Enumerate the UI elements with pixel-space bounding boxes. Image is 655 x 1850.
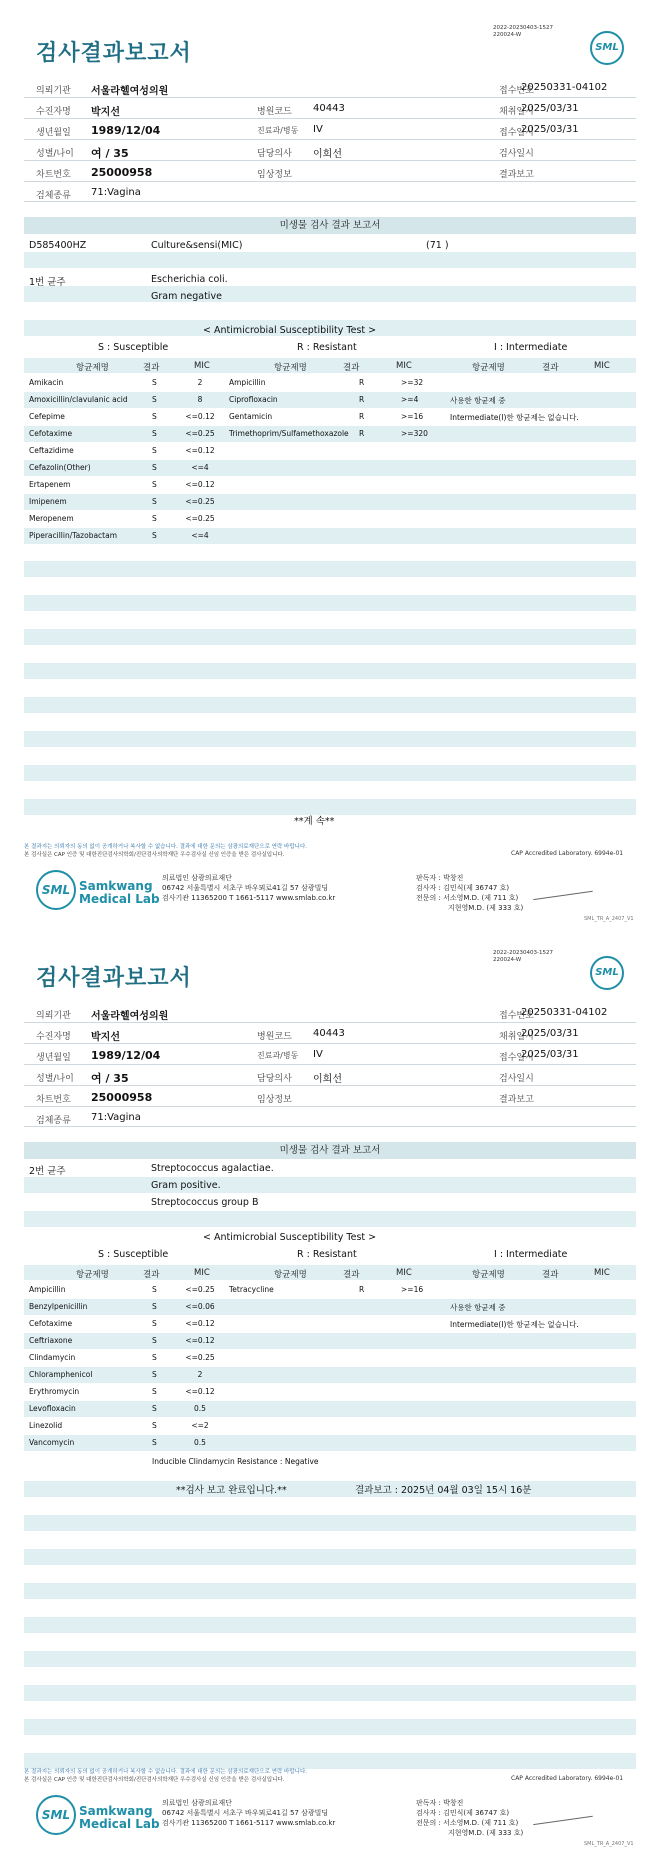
col-mic-1: MIC [194, 361, 210, 371]
chart-label: 차트번호 [36, 1095, 71, 1105]
client-value: 서울라헬여성의원 [91, 1011, 169, 1022]
birth-label: 생년월일 [36, 128, 71, 138]
brand-line-1: Samkwang [79, 879, 153, 893]
legend-resistant: R : Resistant [297, 342, 357, 353]
ast-drug-name: Cefepime [29, 412, 65, 421]
ast-mic: >=4 [401, 395, 419, 404]
addr-line-1: 의료법인 삼광의료재단 [162, 874, 232, 882]
legend-intermediate: I : Intermediate [494, 342, 568, 353]
handwritten-signature [531, 1802, 593, 1825]
ast-mic: 8 [197, 395, 203, 404]
ast-mic: <=0.12 [185, 1336, 215, 1345]
brand-name [79, 880, 160, 906]
receipt-no-label: 접수번호 [499, 1011, 534, 1021]
ast-result: S [152, 1336, 157, 1345]
col-mic-3: MIC [594, 1268, 610, 1278]
section-title: 미생물 검사 결과 보고서 [24, 217, 636, 234]
specimen-value: 71:Vagina [91, 187, 141, 198]
col-drug-1: 항균제명 [76, 1270, 109, 1280]
ast-drug-name: Ciprofloxacin [229, 395, 278, 404]
col-drug-1: 항균제명 [76, 363, 109, 373]
ast-result: R [359, 429, 365, 438]
doc-code: 220024-W [493, 32, 522, 38]
ast-drug-name: Cefotaxime [29, 1319, 73, 1328]
doc-no: 2022-20230403-1527 [493, 25, 553, 31]
brand-name [79, 1805, 160, 1831]
col-mic-2: MIC [396, 1268, 412, 1278]
ast-mic: <=0.25 [185, 1285, 215, 1294]
ast-mic: <=0.12 [185, 412, 215, 421]
isolate-label: 1번 균주 [29, 277, 66, 288]
chart-value: 25000958 [91, 1091, 153, 1104]
ast-result: S [152, 1438, 157, 1447]
doctor-label: 담당의사 [257, 149, 292, 159]
col-result-1: 결과 [143, 363, 160, 373]
ast-drug-name: Linezolid [29, 1421, 63, 1430]
ast-drug-name: Amikacin [29, 378, 64, 387]
signatures [416, 873, 523, 913]
sign-line-3: 전문의 : 서소영M.D. (제 711 호) [416, 1819, 519, 1827]
ast-drug-name: Imipenem [29, 497, 67, 506]
ast-drug-name: Vancomycin [29, 1438, 75, 1447]
collect-date-value: 2025/03/31 [521, 1028, 579, 1039]
ast-mic: <=0.12 [185, 1319, 215, 1328]
ast-drug-name: Cefotaxime [29, 429, 73, 438]
footer-notice-1: 본 결과지는 의뢰자의 동의 없이 공개하거나 복사할 수 없습니다. 결과에 대한 문의는 삼광의료재단으로 연락 바랍니다. [24, 844, 308, 850]
sign-line-1: 판독자 : 박창진 [416, 874, 464, 882]
page-title: 검사결과보고서 [36, 41, 192, 66]
organism: Streptococcus agalactiae. [151, 1163, 274, 1174]
addr-line-3: 검사기관 11365200 T 1661-5117 www.smlab.co.kr [162, 1819, 336, 1827]
ast-result: R [359, 395, 365, 404]
doctor-value: 이희선 [313, 1074, 342, 1085]
birth-value: 1989/12/04 [91, 124, 161, 137]
sml-logo-icon: SML [590, 31, 624, 65]
ast-mic: >=16 [401, 1285, 424, 1294]
footer-notice-2: 본 검사실은 CAP 인증 및 대한진단검사의학회/진단검사의학재단 우수검사실 신임 인증을 받은 검사실입니다. [24, 852, 285, 858]
ast-drug-name: Piperacillin/Tazobactam [29, 531, 118, 540]
ast-mic: <=0.06 [185, 1302, 215, 1311]
ast-result: S [152, 378, 157, 387]
handwritten-signature [531, 877, 593, 900]
birth-value: 1989/12/04 [91, 1049, 161, 1062]
continue-text: **계 속** [294, 816, 335, 827]
legend-resistant: R : Resistant [297, 1249, 357, 1260]
brand-line-2: Medical Lab [79, 1817, 160, 1831]
organism: Escherichia coli. [151, 274, 228, 285]
doc-number [493, 950, 553, 964]
signatures [416, 1798, 523, 1838]
client-value: 서울라헬여성의원 [91, 86, 169, 97]
ast-mic: >=16 [401, 412, 424, 421]
intermediate-note-2: Intermediate(I)한 항균제는 없습니다. [450, 413, 579, 422]
addr-line-1: 의료법인 삼광의료재단 [162, 1799, 232, 1807]
specimen-label: 검체종류 [36, 1116, 71, 1126]
sex-age-value: 여 / 35 [91, 147, 129, 160]
collect-date-label: 채취일시 [499, 107, 534, 117]
addr-line-3: 검사기관 11365200 T 1661-5117 www.smlab.co.kr [162, 894, 336, 902]
hosp-code-value: 40443 [313, 1028, 345, 1039]
ast-mic: <=4 [191, 531, 209, 540]
hosp-code-label: 병원코드 [257, 107, 292, 117]
sign-line-2: 검사자 : 김민식(제 36747 호) [416, 1809, 510, 1817]
intermediate-note-1: 사용한 항균제 중 [450, 1303, 506, 1312]
ast-drug-name: Trimethoprim/Sulfamethoxazole [229, 429, 349, 438]
ast-mic: <=0.12 [185, 480, 215, 489]
ast-drug-name: Gentamicin [229, 412, 273, 421]
ast-mic: <=0.12 [185, 1387, 215, 1396]
report-label: 결과보고 [499, 1095, 534, 1105]
ast-result: S [152, 1421, 157, 1430]
intermediate-note-1: 사용한 항균제 중 [450, 396, 506, 405]
col-result-2: 결과 [343, 363, 360, 373]
collect-date-value: 2025/03/31 [521, 103, 579, 114]
hosp-code-label: 병원코드 [257, 1032, 292, 1042]
ast-title: < Antimicrobial Susceptibility Test > [203, 325, 377, 336]
ast-title: < Antimicrobial Susceptibility Test > [203, 1232, 377, 1243]
ast-result: S [152, 395, 157, 404]
ast-mic: <=0.25 [185, 429, 215, 438]
ast-drug-name: Ampicillin [229, 378, 266, 387]
sign-line-4: 지현영M.D. (제 333 호) [448, 904, 524, 912]
sign-line-3: 전문의 : 서소영M.D. (제 711 호) [416, 894, 519, 902]
doc-no: 2022-20230403-1527 [493, 950, 553, 956]
ast-drug-name: Ceftriaxone [29, 1336, 73, 1345]
ast-result: S [152, 463, 157, 472]
form-version: SML_TR_A_2407_V1 [584, 916, 634, 922]
lab-address [162, 1798, 335, 1828]
ast-mic: <=0.25 [185, 1353, 215, 1362]
form-version: SML_TR_A_2407_V1 [584, 1841, 634, 1847]
col-drug-3: 항균제명 [472, 363, 505, 373]
col-mic-1: MIC [194, 1268, 210, 1278]
cap-accreditation: CAP Accredited Laboratory. 6994e-01 [511, 1775, 624, 1782]
ast-result: S [152, 497, 157, 506]
intermediate-note-2: Intermediate(I)한 항균제는 없습니다. [450, 1320, 579, 1329]
ast-mic: <=0.12 [185, 446, 215, 455]
ast-result: S [152, 1302, 157, 1311]
ast-result: S [152, 1353, 157, 1362]
ast-drug-name: Benzylpenicillin [29, 1302, 88, 1311]
ast-result: S [152, 531, 157, 540]
ast-drug-name: Ceftazidime [29, 446, 74, 455]
ast-mic: 2 [197, 1370, 203, 1379]
ast-drug-name: Erythromycin [29, 1387, 80, 1396]
cap-accreditation: CAP Accredited Laboratory. 6994e-01 [511, 850, 624, 857]
col-drug-3: 항균제명 [472, 1270, 505, 1280]
sml-footer-logo-icon: SML [36, 870, 76, 910]
receive-date-value: 2025/03/31 [521, 124, 579, 135]
sign-line-1: 판독자 : 박창진 [416, 1799, 464, 1807]
ast-mic: 0.5 [194, 1404, 206, 1413]
receipt-no-value: 20250331-04102 [521, 82, 608, 93]
ast-mic: <=0.25 [185, 497, 215, 506]
ast-mic: >=32 [401, 378, 424, 387]
col-mic-3: MIC [594, 361, 610, 371]
sign-line-2: 검사자 : 김민식(제 36747 호) [416, 884, 510, 892]
legend-susceptible: S : Susceptible [98, 1249, 169, 1260]
addr-line-2: 06742 서울특별시 서초구 바우뫼로41길 57 삼광빌딩 [162, 1809, 329, 1817]
receive-date-label: 접수일시 [499, 128, 534, 138]
receive-date-value: 2025/03/31 [521, 1049, 579, 1060]
ast-result: R [359, 378, 365, 387]
col-result-1: 결과 [143, 1270, 160, 1280]
test-name: Culture&sensi(MIC) [151, 240, 243, 251]
test-date-label: 검사일시 [499, 1074, 534, 1084]
report-page-2 [0, 925, 655, 1850]
dept-value: IV [313, 124, 323, 135]
clinical-label: 임상정보 [257, 170, 292, 180]
ast-result: S [152, 1370, 157, 1379]
col-drug-2: 항균제명 [274, 1270, 307, 1280]
inducible-clinda: Inducible Clindamycin Resistance : Negative [152, 1457, 319, 1466]
ast-drug-name: Tetracycline [229, 1285, 274, 1294]
ast-result: R [359, 1285, 365, 1294]
ast-result: S [152, 480, 157, 489]
ast-drug-name: Amoxicillin/clavulanic acid [29, 395, 128, 404]
legend-susceptible: S : Susceptible [98, 342, 169, 353]
test-code: D585400HZ [29, 240, 87, 251]
complete-text: **검사 보고 완료입니다.** [176, 1485, 287, 1496]
test-date-label: 검사일시 [499, 149, 534, 159]
report-label: 결과보고 [499, 170, 534, 180]
sex-age-label: 성별/나이 [36, 149, 74, 159]
collector-label: 수진자명 [36, 1032, 71, 1042]
client-label: 의뢰기관 [36, 1011, 71, 1021]
ast-mic: <=0.25 [185, 514, 215, 523]
doc-code: 220024-W [493, 957, 522, 963]
section-title: 미생물 검사 결과 보고서 [24, 1142, 636, 1159]
ast-mic: <=2 [191, 1421, 209, 1430]
receive-date-label: 접수일시 [499, 1053, 534, 1063]
birth-label: 생년월일 [36, 1053, 71, 1063]
dept-value: IV [313, 1049, 323, 1060]
collector-label: 수진자명 [36, 107, 71, 117]
report-time: 결과보고 : 2025년 04월 03일 15시 16분 [355, 1485, 532, 1496]
ast-drug-name: Ertapenem [29, 480, 71, 489]
doctor-value: 이희선 [313, 149, 342, 160]
collector-value: 박지선 [91, 107, 120, 118]
footer-notice-1: 본 결과지는 의뢰자의 동의 없이 공개하거나 복사할 수 없습니다. 결과에 대한 문의는 삼광의료재단으로 연락 바랍니다. [24, 1769, 308, 1775]
ast-drug-name: Cefazolin(Other) [29, 463, 91, 472]
col-result-2: 결과 [343, 1270, 360, 1280]
strep-group: Streptococcus group B [151, 1197, 259, 1208]
ast-result: S [152, 1387, 157, 1396]
ast-drug-name: Ampicillin [29, 1285, 66, 1294]
ast-result: S [152, 514, 157, 523]
ast-result: S [152, 446, 157, 455]
ast-result: S [152, 412, 157, 421]
ast-result: S [152, 429, 157, 438]
col-drug-2: 항균제명 [274, 363, 307, 373]
chart-value: 25000958 [91, 166, 153, 179]
gram-stain: Gram negative [151, 291, 222, 302]
doctor-label: 담당의사 [257, 1074, 292, 1084]
ast-result: S [152, 1319, 157, 1328]
collect-date-label: 채취일시 [499, 1032, 534, 1042]
isolate-label: 2번 균주 [29, 1166, 66, 1177]
ast-result: S [152, 1404, 157, 1413]
ast-result: R [359, 412, 365, 421]
client-label: 의뢰기관 [36, 86, 71, 96]
ast-drug-name: Meropenem [29, 514, 74, 523]
clinical-label: 임상정보 [257, 1095, 292, 1105]
ast-mic: <=4 [191, 463, 209, 472]
test-extra: (71 ) [426, 240, 449, 251]
dept-label: 진료과/병동 [257, 126, 299, 135]
sign-line-4: 지현영M.D. (제 333 호) [448, 1829, 524, 1837]
specimen-value: 71:Vagina [91, 1112, 141, 1123]
brand-line-1: Samkwang [79, 1804, 153, 1818]
sml-footer-logo-icon: SML [36, 1795, 76, 1835]
receipt-no-value: 20250331-04102 [521, 1007, 608, 1018]
ast-mic: >=320 [401, 429, 428, 438]
specimen-label: 검체종류 [36, 191, 71, 201]
col-result-3: 결과 [542, 1270, 559, 1280]
hosp-code-value: 40443 [313, 103, 345, 114]
receipt-no-label: 접수번호 [499, 86, 534, 96]
sex-age-label: 성별/나이 [36, 1074, 74, 1084]
doc-number [493, 25, 553, 39]
col-mic-2: MIC [396, 361, 412, 371]
addr-line-2: 06742 서울특별시 서초구 바우뫼로41길 57 삼광빌딩 [162, 884, 329, 892]
brand-line-2: Medical Lab [79, 892, 160, 906]
gram-stain: Gram positive. [151, 1180, 221, 1191]
collector-value: 박지선 [91, 1032, 120, 1043]
footer-notice-2: 본 검사실은 CAP 인증 및 대한진단검사의학회/진단검사의학재단 우수검사실 신임 인증을 받은 검사실입니다. [24, 1777, 285, 1783]
sml-logo-icon: SML [590, 956, 624, 990]
ast-drug-name: Clindamycin [29, 1353, 76, 1362]
ast-result: S [152, 1285, 157, 1294]
ast-drug-name: Levofloxacin [29, 1404, 76, 1413]
chart-label: 차트번호 [36, 170, 71, 180]
col-result-3: 결과 [542, 363, 559, 373]
page-title: 검사결과보고서 [36, 966, 192, 991]
legend-intermediate: I : Intermediate [494, 1249, 568, 1260]
lab-address [162, 873, 335, 903]
dept-label: 진료과/병동 [257, 1051, 299, 1060]
ast-drug-name: Chloramphenicol [29, 1370, 93, 1379]
sex-age-value: 여 / 35 [91, 1072, 129, 1085]
ast-mic: 0.5 [194, 1438, 206, 1447]
ast-mic: 2 [197, 378, 203, 387]
